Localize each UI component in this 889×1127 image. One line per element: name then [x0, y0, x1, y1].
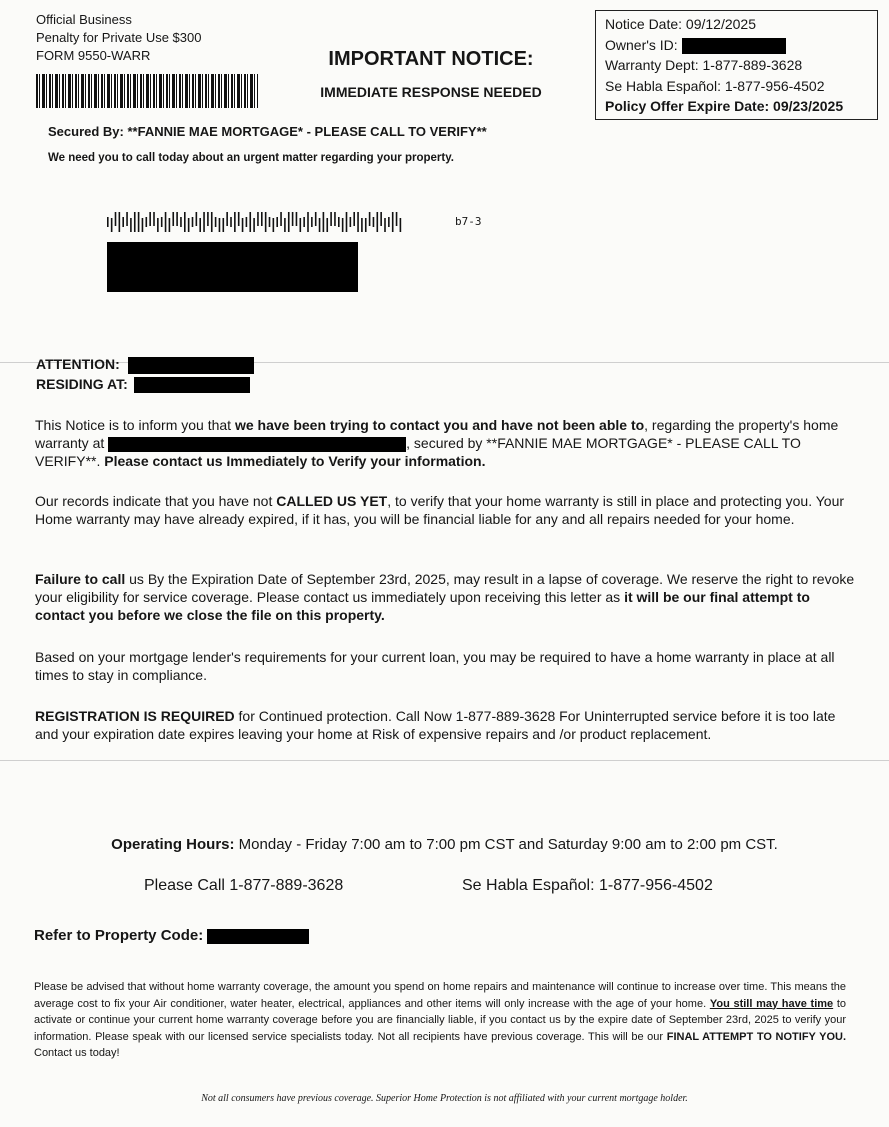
postal-bar	[246, 217, 248, 227]
paragraph-lender: Based on your mortgage lender's requirements for your current loan, you may be required to have a home warranty in place at all times to stay in compliance.	[35, 649, 835, 683]
fine-text-2: to activate or continue your current home warranty coverage before you are financially liable, if you contact us by the expire date of September 23rd, 2025 to verify your information. Please speak with our licensed service specialists today. Not all recipients have previous coverage. This will be our	[34, 997, 847, 1043]
fine-text-1: Please be advised that without home warranty coverage, the amount you spend on home repairs and maintenance will continue to increase over time. This means the average cost to fix your Air conditioner, water heater, electrical, appliances and other items will only increase with the age of your home.	[34, 981, 846, 1010]
fine-print	[34, 979, 846, 1062]
postal-bar	[180, 217, 182, 227]
postal-bar	[219, 218, 221, 232]
postal-bar	[249, 212, 251, 232]
postal-bar	[273, 218, 275, 232]
form-number: FORM 9550-WARR	[36, 48, 151, 63]
postal-bar	[199, 218, 201, 232]
attention-redaction	[128, 357, 254, 374]
postal-bar	[188, 218, 190, 232]
postal-bar	[292, 212, 294, 226]
notice-date: Notice Date: 09/12/2025	[605, 16, 756, 32]
postal-bar	[365, 218, 367, 232]
call-phone: Please Call 1-877-889-3628	[144, 877, 344, 894]
postal-bar	[203, 212, 205, 232]
owner-id-redaction	[682, 38, 786, 54]
operating-hours-text: Monday - Friday 7:00 am to 7:00 pm CST and Saturday 9:00 am to 2:00 pm CST.	[234, 836, 778, 853]
postal-bar	[230, 217, 232, 227]
postal-bar	[165, 212, 167, 232]
postal-bar	[119, 212, 121, 232]
postal-bar	[130, 218, 132, 232]
official-business-text: Official Business	[36, 12, 132, 27]
postal-bar	[296, 212, 298, 226]
postal-bar	[196, 212, 198, 226]
owner-id-label: Owner's ID:	[605, 36, 678, 53]
postal-bar	[284, 218, 286, 232]
postal-bar	[149, 212, 151, 226]
postal-bar	[373, 217, 375, 227]
postal-bar	[242, 218, 244, 232]
policy-expire-date: Policy Offer Expire Date: 09/23/2025	[605, 98, 844, 114]
urgent-line: We need you to call today about an urgent matter regarding your property.	[48, 152, 454, 164]
postal-bar	[319, 218, 321, 232]
para3-bold-2: it will be our final attempt to contact you before we close the file on this property.	[35, 589, 810, 623]
para1-text-2: , regarding the property's home warranty at	[35, 417, 839, 451]
fold-line-bottom	[0, 760, 889, 761]
paragraph-registration	[35, 707, 855, 743]
fine-text-3: Contact us today!	[34, 1047, 120, 1059]
postal-bar	[107, 217, 109, 227]
postal-bar	[126, 212, 128, 226]
penalty-text: Penalty for Private Use $300	[36, 30, 202, 45]
se-habla-phone: Se Habla Español: 1-877-956-4502	[605, 77, 825, 94]
notice-title: IMPORTANT NOTICE:	[328, 48, 534, 70]
postal-bar	[184, 212, 186, 232]
postal-bar	[172, 212, 174, 226]
property-code-redaction	[207, 929, 309, 944]
para1-bold-1: we have been trying to contact you and have not been able to	[234, 417, 645, 433]
para1-text-1: This Notice is to inform you that	[35, 417, 235, 433]
postal-bar	[157, 218, 159, 232]
residing-redaction	[134, 377, 250, 393]
postal-bar	[396, 212, 398, 226]
postal-bar	[238, 212, 240, 226]
postal-bar	[276, 217, 278, 227]
para2-bold-1: CALLED US YET	[276, 493, 388, 509]
postal-bar	[334, 212, 336, 226]
para1-bold-2: Please contact us Immediately to Verify your information.	[104, 453, 486, 469]
postal-bar	[280, 212, 282, 226]
postal-bar	[315, 212, 317, 226]
postal-bar	[192, 217, 194, 227]
para3-text-1: us By the Expiration Date of September 23rd, 2025, may result in a lapse of coverage. We reserve the right to revoke your eligibility for service coverage. Please contact us immediately upon receiving this letter as	[35, 571, 855, 605]
residing-label: RESIDING AT:	[36, 376, 128, 392]
postal-bar	[207, 212, 209, 226]
postal-bar	[330, 212, 332, 226]
postal-bar	[257, 212, 259, 226]
tracking-barcode	[36, 74, 258, 108]
secured-by-line: Secured By: **FANNIE MAE MORTGAGE* - PLEASE CALL TO VERIFY**	[48, 124, 487, 139]
attention-label: ATTENTION:	[36, 356, 120, 372]
postal-bar	[288, 212, 290, 232]
postal-bar	[223, 218, 225, 232]
operating-hours-label: Operating Hours:	[111, 836, 235, 853]
postal-bar	[323, 212, 325, 232]
postal-bar	[234, 212, 236, 232]
postal-bar	[350, 217, 352, 227]
postal-bar	[392, 212, 394, 232]
para2-text-1: Our records indicate that you have not	[35, 493, 277, 509]
postal-bar	[361, 218, 363, 232]
paragraph-failure	[35, 570, 855, 624]
postal-code: b7-3	[455, 215, 482, 228]
fine-underlined: You still may have time	[709, 997, 834, 1010]
postal-bar	[153, 212, 155, 226]
property-code-label: Refer to Property Code:	[34, 927, 204, 944]
postal-bar	[303, 217, 305, 227]
residing-row	[36, 376, 250, 393]
postal-bar	[353, 212, 355, 226]
property-code-row	[34, 927, 309, 944]
postal-bar	[122, 217, 124, 227]
postal-bar	[338, 217, 340, 227]
postal-bar	[253, 218, 255, 232]
postal-bar	[311, 217, 313, 227]
postal-bar	[226, 212, 228, 226]
postal-bar	[146, 217, 148, 227]
postal-bar	[211, 212, 213, 232]
postal-bar	[134, 212, 136, 232]
sender-block	[36, 11, 201, 65]
postal-bar	[215, 217, 217, 227]
postal-bar	[169, 218, 171, 232]
postal-bar	[115, 212, 117, 226]
address-redaction	[107, 242, 358, 292]
spanish-phone: Se Habla Español: 1-877-956-4502	[462, 877, 713, 894]
para3-bold-1: Failure to call	[35, 571, 126, 587]
postal-bar	[380, 212, 382, 226]
postal-bar	[342, 218, 344, 232]
postal-bar	[261, 212, 263, 226]
operating-hours	[0, 836, 889, 853]
postal-bar	[346, 212, 348, 232]
postal-bar	[384, 218, 386, 232]
postal-bar	[142, 218, 144, 232]
postal-bar	[269, 217, 271, 227]
notice-info-box	[595, 10, 878, 120]
postal-bar	[300, 218, 302, 232]
postal-bar	[176, 212, 178, 226]
attention-row	[36, 356, 254, 374]
postal-bar	[138, 212, 140, 232]
postal-barcode	[107, 212, 409, 232]
postal-bar	[265, 212, 267, 232]
para1-text-3: , secured by **FANNIE MAE MORTGAGE* - PLEASE CALL TO VERIFY**.	[35, 435, 801, 469]
postal-bar	[400, 218, 402, 232]
notice-subtitle: IMMEDIATE RESPONSE NEEDED	[320, 84, 542, 100]
postal-bar	[307, 212, 309, 232]
postal-bar	[161, 217, 163, 227]
postal-bar	[111, 218, 113, 232]
fine-bold: FINAL ATTEMPT TO NOTIFY YOU.	[666, 1030, 846, 1043]
para2-text-2: , to verify that your home warranty is still in place and protecting you. Your Home warranty may have already expired, if it has, you will be financial liable for any and all repairs needed for your home.	[35, 493, 845, 527]
postal-bar	[357, 212, 359, 232]
postal-bar	[388, 217, 390, 227]
paragraph-records	[35, 492, 855, 528]
para5-text-1: for Continued protection. Call Now 1-877-889-3628 For Uninterrupted service before it is too late and your expiration date expires leaving your home at Risk of expensive repairs and /or product replacement.	[35, 708, 836, 742]
para5-bold-1: REGISTRATION IS REQUIRED	[35, 708, 235, 724]
postal-bar	[377, 212, 379, 232]
paragraph-intro	[35, 416, 855, 470]
disclaimer: Not all consumers have previous coverage. Superior Home Protection is not affiliated with your current mortgage holder.	[201, 1093, 688, 1104]
postal-bar	[369, 212, 371, 226]
property-address-redaction	[108, 437, 406, 452]
postal-bar	[326, 218, 328, 232]
owner-id-row	[605, 35, 868, 56]
warranty-dept-phone: Warranty Dept: 1-877-889-3628	[605, 57, 803, 73]
